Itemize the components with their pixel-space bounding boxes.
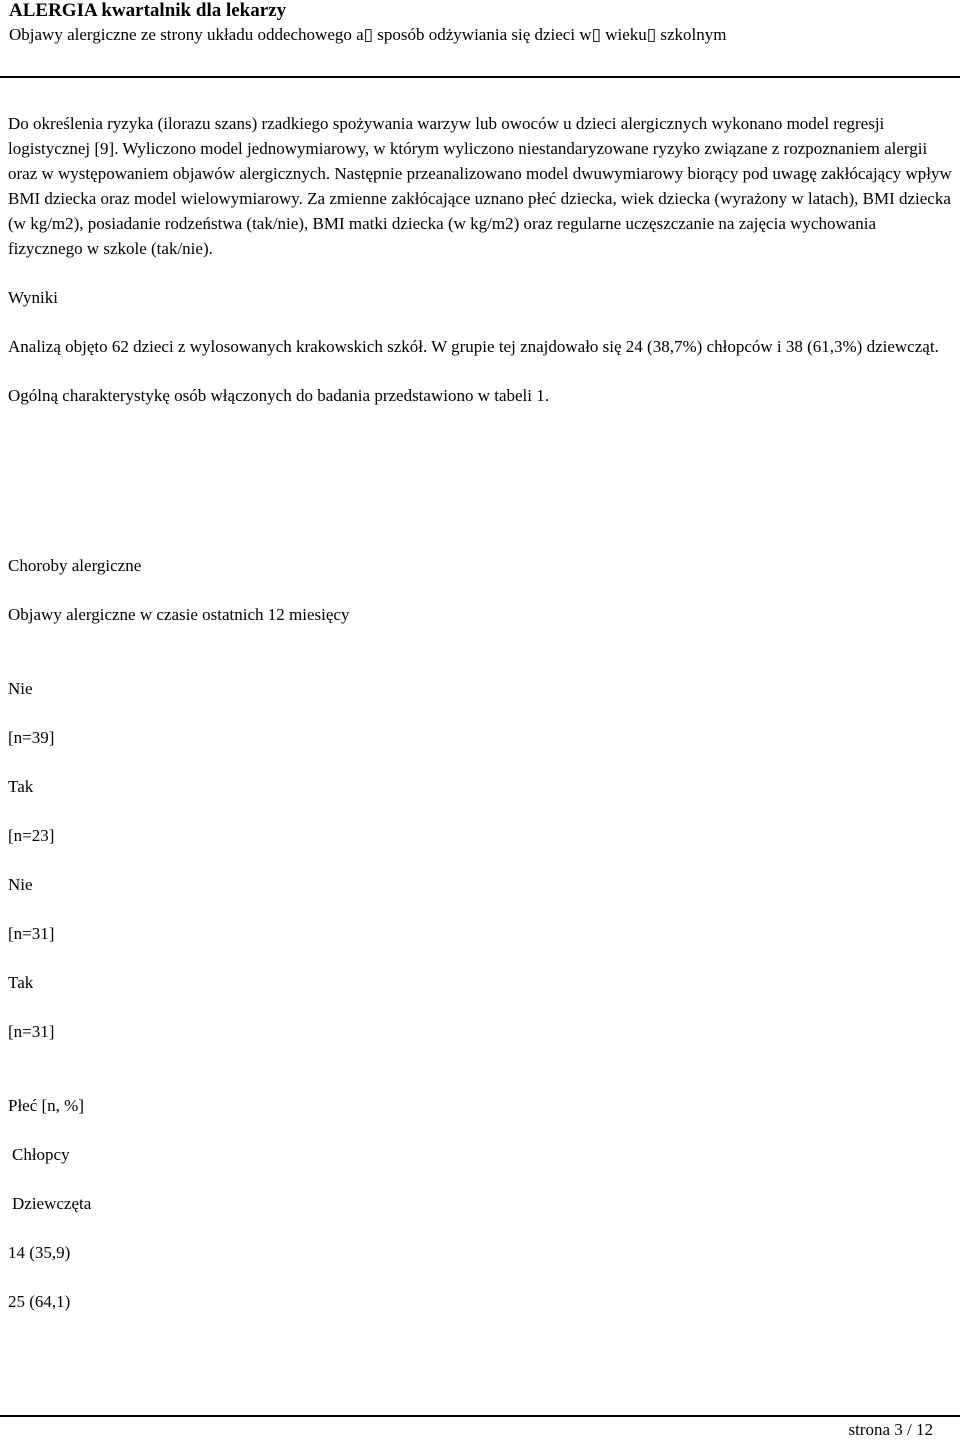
journal-title: ALERGIA kwartalnik dla lekarzy: [9, 0, 287, 21]
results-heading: Wyniki: [8, 288, 58, 307]
table-cell-value: 14 (35,9): [8, 1243, 71, 1262]
group-count: [n=39]: [8, 728, 55, 747]
table-header-symptoms: Objawy alergiczne w czasie ostatnich 12 miesięcy: [8, 605, 350, 624]
table-header-diseases: Choroby alergiczne: [8, 556, 142, 575]
boys-label: Chłopcy: [12, 1145, 70, 1164]
group-label: Tak: [8, 973, 34, 992]
group-label: Tak: [8, 777, 34, 796]
sex-row-label: Płeć [n, %]: [8, 1096, 85, 1115]
paragraph-methods: Do określenia ryzyka (ilorazu szans) rzadkiego spożywania warzyw lub owoców u dzieci alergicznych wykonano model regresji logistycznej [9]. Wyliczono model jednowymiarowy, w którym wyliczono niestandaryzowane ryzyko związane z rozpoznaniem alergii oraz w występowaniem objawów alergicznych. Następnie przeanalizowano model dwuwymiarowy biorący pod uwagę zakłócający wpływ BMI dziecka oraz model wielowymiarowy. Za zmienne zakłócające uznano płeć dziecka, wiek dziecka (wyrażony w latach), BMI dziecka (w kg/m2), posiadanie rodzeństwa (tak/nie), BMI matki dziecka (w kg/m2) oraz regularne uczęszczanie na zajęcia wychowania fizycznego w szkole (tak/nie).: [8, 114, 952, 258]
girls-label: Dziewczęta: [12, 1194, 92, 1213]
group-label: Nie: [8, 679, 33, 698]
paragraph-table-intro: Ogólną charakterystykę osób włączonych do badania przedstawiono w tabeli 1.: [8, 386, 549, 405]
paragraph-results: Analizą objęto 62 dzieci z wylosowanych krakowskich szkół. W grupie tej znajdowało się 24 (38,7%) chłopców i 38 (61,3%) dziewcząt.: [8, 337, 939, 356]
header-divider: [0, 76, 960, 78]
group-label: Nie: [8, 875, 33, 894]
group-count: [n=31]: [8, 1022, 55, 1041]
group-count: [n=23]: [8, 826, 55, 845]
page-header: [9, 0, 954, 48]
page-number: strona 3 / 12: [848, 1420, 933, 1439]
document-body: [8, 111, 952, 1314]
table-cell-value: 25 (64,1): [8, 1292, 71, 1311]
article-title: Objawy alergiczne ze strony układu oddechowego a▯ sposób odżywiania się dzieci w▯ wieku▯ szkolnym: [9, 25, 727, 44]
group-count: [n=31]: [8, 924, 55, 943]
footer-divider: [0, 1415, 960, 1417]
